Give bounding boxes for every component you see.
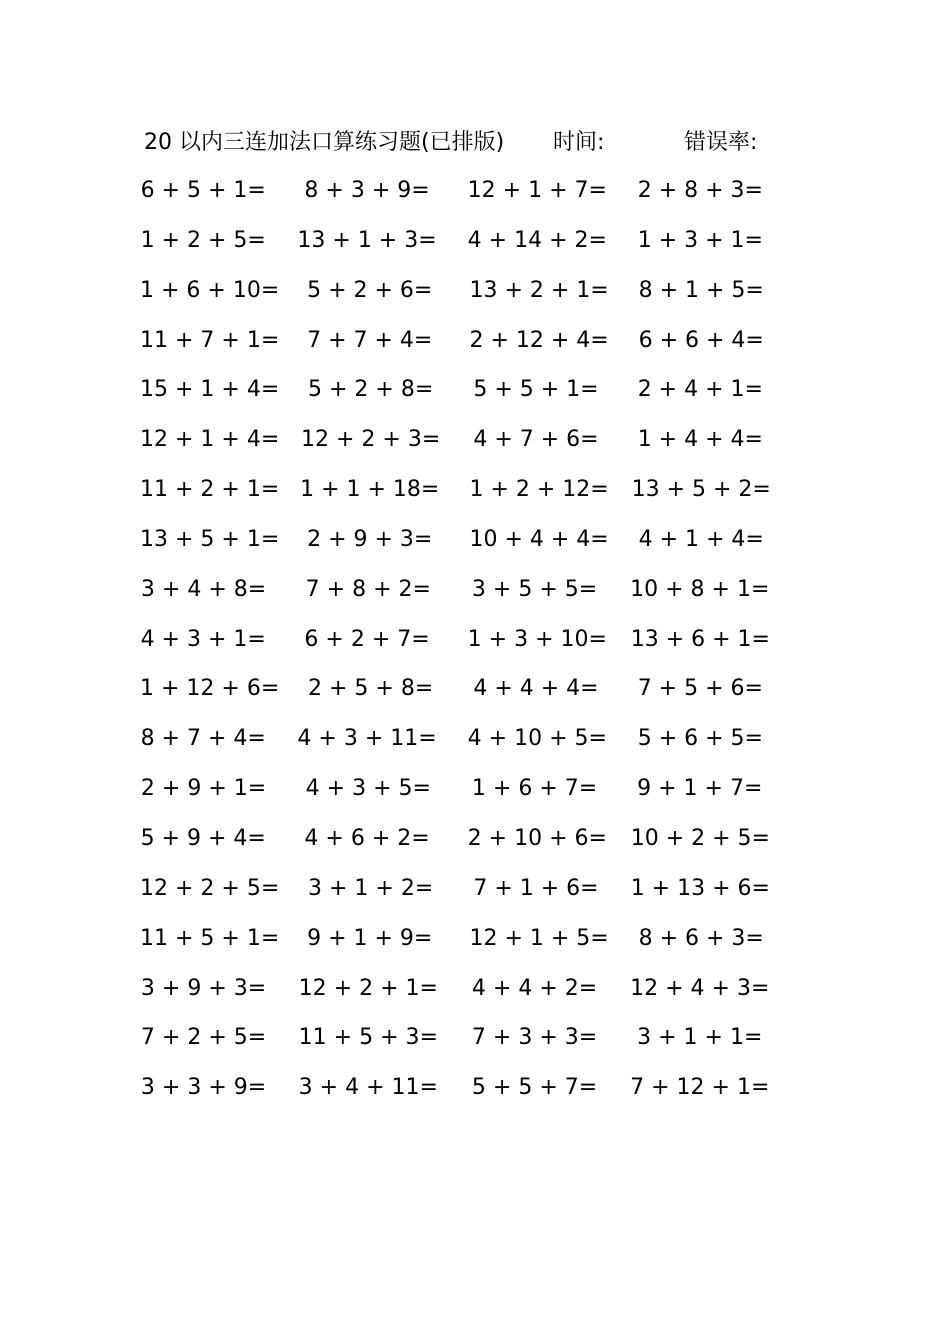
problem-item: 5 + 9 + 4=: [140, 825, 266, 851]
problem-item: 4 + 3 + 11=: [297, 726, 437, 752]
problem-item: 4 + 6 + 2=: [304, 825, 430, 851]
problem-item: 2 + 9 + 3=: [307, 526, 433, 552]
problem-item: 10 + 4 + 4=: [469, 526, 609, 552]
problem-item: 8 + 7 + 4=: [140, 726, 266, 752]
problem-item: 3 + 4 + 11=: [298, 1075, 438, 1101]
problem-item: 13 + 5 + 1=: [140, 526, 280, 552]
problem-row: [140, 1013, 800, 1063]
problem-item: 7 + 12 + 1=: [630, 1075, 770, 1101]
problem-row: [140, 216, 800, 266]
problem-item: 1 + 1 + 18=: [300, 477, 440, 503]
problem-item: 3 + 4 + 8=: [140, 576, 267, 602]
problem-item: 7 + 2 + 5=: [140, 1025, 267, 1051]
problem-item: 1 + 2 + 12=: [469, 477, 609, 503]
problem-row: [140, 714, 800, 764]
problem-row: [140, 864, 800, 914]
problem-row: [140, 764, 800, 814]
problem-item: 3 + 1 + 1=: [637, 1025, 763, 1051]
problem-row: [140, 664, 800, 714]
problem-item: 12 + 2 + 3=: [301, 427, 441, 453]
problem-item: 4 + 10 + 5=: [467, 726, 607, 752]
problem-item: 4 + 14 + 2=: [467, 227, 607, 253]
problem-item: 8 + 3 + 9=: [304, 178, 430, 203]
problem-item: 12 + 1 + 7=: [467, 178, 607, 203]
problem-item: 13 + 1 + 3=: [297, 227, 437, 253]
problem-item: 12 + 4 + 3=: [630, 975, 770, 1001]
problem-row: [140, 316, 800, 366]
problem-item: 7 + 7 + 4=: [307, 327, 433, 353]
problem-item: 2 + 8 + 3=: [637, 178, 763, 203]
problem-item: 1 + 3 + 10=: [467, 626, 607, 652]
problem-item: 4 + 3 + 5=: [305, 776, 431, 802]
error-rate-label: 错误率:: [684, 130, 758, 155]
problem-item: 1 + 6 + 7=: [471, 776, 598, 802]
problem-item: 1 + 2 + 5=: [140, 227, 266, 253]
problem-item: 6 + 2 + 7=: [304, 626, 430, 652]
problem-item: 12 + 1 + 4=: [140, 427, 280, 453]
problem-item: 5 + 2 + 8=: [308, 377, 434, 403]
problem-item: 4 + 3 + 1=: [140, 626, 266, 652]
time-label: 时间:: [553, 130, 605, 155]
worksheet-header: [144, 126, 784, 160]
problem-item: 2 + 9 + 1=: [140, 776, 267, 802]
problem-item: 4 + 4 + 4=: [473, 676, 599, 702]
problem-item: 13 + 2 + 1=: [469, 277, 609, 303]
problem-item: 1 + 12 + 6=: [140, 676, 280, 702]
problem-item: 9 + 1 + 9=: [307, 925, 433, 951]
problem-item: 8 + 1 + 5=: [638, 277, 764, 303]
problem-item: 10 + 2 + 5=: [630, 825, 770, 851]
problem-row: [140, 266, 800, 316]
problem-item: 3 + 1 + 2=: [308, 875, 434, 901]
problem-item: 5 + 6 + 5=: [637, 726, 763, 752]
problem-row: [140, 914, 800, 964]
problem-item: 5 + 2 + 6=: [307, 277, 433, 303]
problem-row: [140, 166, 800, 216]
problem-item: 1 + 6 + 10=: [140, 277, 280, 303]
problem-item: 11 + 5 + 3=: [298, 1025, 438, 1051]
problem-item: 2 + 4 + 1=: [637, 377, 763, 403]
problem-item: 7 + 8 + 2=: [305, 576, 431, 602]
problem-item: 12 + 1 + 5=: [469, 925, 609, 951]
problem-item: 7 + 5 + 6=: [637, 676, 763, 702]
problem-row: [140, 964, 800, 1014]
problem-row: [140, 415, 800, 465]
problem-item: 10 + 8 + 1=: [630, 576, 770, 602]
problem-item: 11 + 7 + 1=: [140, 327, 280, 353]
problem-item: 13 + 6 + 1=: [630, 626, 770, 652]
problem-item: 4 + 1 + 4=: [638, 526, 764, 552]
problem-item: 15 + 1 + 4=: [140, 377, 280, 403]
problem-item: 12 + 2 + 1=: [298, 975, 438, 1001]
problem-item: 11 + 5 + 1=: [140, 925, 280, 951]
problem-item: 2 + 5 + 8=: [308, 676, 434, 702]
problem-item: 12 + 2 + 5=: [140, 875, 280, 901]
problem-item: 8 + 6 + 3=: [638, 925, 764, 951]
problem-item: 3 + 9 + 3=: [140, 975, 267, 1001]
problem-item: 3 + 5 + 5=: [471, 576, 598, 602]
problem-item: 5 + 5 + 7=: [471, 1075, 598, 1101]
problem-item: 7 + 3 + 3=: [471, 1025, 598, 1051]
problem-row: [140, 615, 800, 665]
problem-grid: [140, 166, 800, 1113]
problem-item: 1 + 3 + 1=: [637, 227, 763, 253]
problem-item: 7 + 1 + 6=: [473, 875, 599, 901]
problem-item: 1 + 13 + 6=: [630, 875, 770, 901]
problem-item: 9 + 1 + 7=: [637, 776, 763, 802]
problem-row: [140, 1063, 800, 1113]
problem-item: 3 + 3 + 9=: [140, 1075, 267, 1101]
problem-item: 5 + 5 + 1=: [473, 377, 599, 403]
problem-item: 13 + 5 + 2=: [631, 477, 771, 503]
problem-item: 11 + 2 + 1=: [140, 477, 280, 503]
problem-row: [140, 814, 800, 864]
problem-item: 2 + 10 + 6=: [467, 825, 607, 851]
problem-item: 1 + 4 + 4=: [637, 427, 763, 453]
worksheet-title: 20 以内三连加法口算练习题(已排版): [144, 130, 505, 155]
problem-item: 4 + 7 + 6=: [473, 427, 599, 453]
problem-row: [140, 565, 800, 615]
problem-item: 6 + 6 + 4=: [638, 327, 764, 353]
problem-row: [140, 365, 800, 415]
problem-row: [140, 465, 800, 515]
problem-row: [140, 515, 800, 565]
problem-item: 6 + 5 + 1=: [140, 178, 266, 203]
problem-item: 2 + 12 + 4=: [469, 327, 609, 353]
problem-item: 4 + 4 + 2=: [471, 975, 598, 1001]
